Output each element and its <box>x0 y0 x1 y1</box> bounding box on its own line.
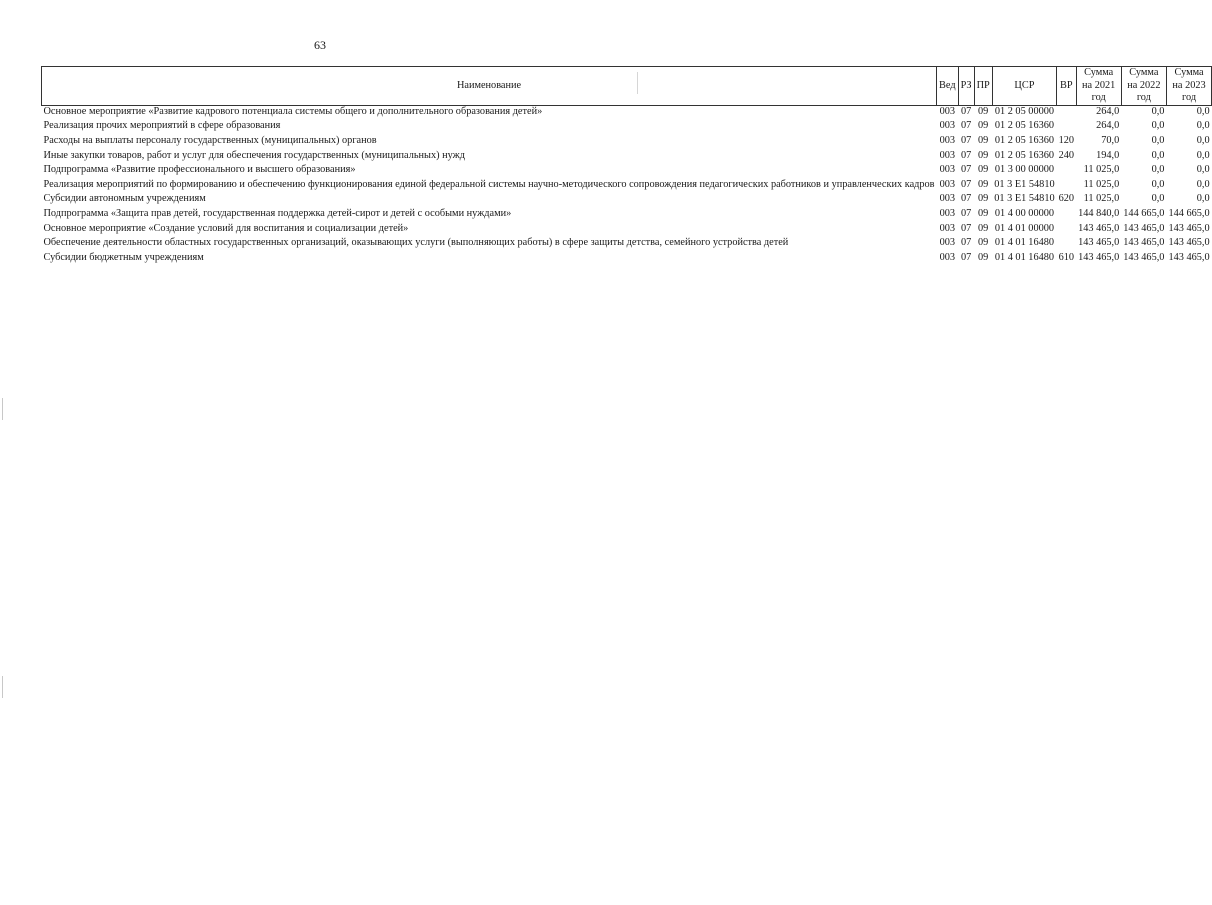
row-name: Расходы на выплаты персоналу государственных (муниципальных) органов <box>43 134 377 146</box>
row-sum-2023: 143 465,0 <box>1168 251 1210 263</box>
row-name: Субсидии автономным учреждениям <box>43 193 206 205</box>
row-pr: 09 <box>978 178 989 190</box>
row-rz: 07 <box>960 193 972 205</box>
row-pr: 09 <box>978 134 989 146</box>
row-csr: 01 3 E1 54810 <box>994 193 1055 205</box>
row-sum-2021: 143 465,0 <box>1078 237 1120 249</box>
row-sum-2022: 0,0 <box>1151 105 1165 117</box>
row-vr <box>1057 223 1076 236</box>
row-rz: 07 <box>960 222 972 234</box>
row-sum-2021: 264,0 <box>1096 120 1120 132</box>
row-sum-2022: 0,0 <box>1151 149 1165 161</box>
row-sum-2021: 143 465,0 <box>1078 222 1120 234</box>
row-rz: 07 <box>960 251 972 263</box>
header-rz: РЗ <box>958 67 974 106</box>
table-row <box>42 105 1212 118</box>
table-row <box>42 164 1212 177</box>
row-csr: 01 2 05 16360 <box>994 120 1055 132</box>
row-ved: 003 <box>939 149 956 161</box>
row-pr: 09 <box>978 120 989 132</box>
row-name: Реализация мероприятий по формированию и обеспечению функционирования единой федеральной системы научно-методического сопровождения педагогических работников и управленческих кадров <box>43 178 935 190</box>
row-ved: 003 <box>939 237 956 249</box>
row-sum-2022: 143 465,0 <box>1123 222 1165 234</box>
row-sum-2022: 144 665,0 <box>1123 207 1165 219</box>
row-vr: 620 <box>1058 193 1075 205</box>
row-ved: 003 <box>939 134 956 146</box>
row-sum-2023: 143 465,0 <box>1168 222 1210 234</box>
row-csr: 01 4 01 00000 <box>994 222 1055 234</box>
row-sum-2022: 0,0 <box>1151 134 1165 146</box>
row-name: Подпрограмма «Развитие профессионального и высшего образования» <box>43 164 356 176</box>
scan-margin-mark <box>637 72 638 94</box>
row-sum-2022: 143 465,0 <box>1123 251 1165 263</box>
row-name: Субсидии бюджетным учреждениям <box>43 251 204 263</box>
row-ved: 003 <box>939 222 956 234</box>
row-vr: 610 <box>1058 251 1075 263</box>
row-pr: 09 <box>978 149 989 161</box>
row-csr: 01 4 01 16480 <box>994 237 1055 249</box>
row-vr <box>1057 164 1076 177</box>
row-sum-2022: 0,0 <box>1151 120 1165 132</box>
row-sum-2022: 143 465,0 <box>1123 237 1165 249</box>
row-ved: 003 <box>939 251 956 263</box>
row-ved: 003 <box>939 193 956 205</box>
row-rz: 07 <box>960 178 972 190</box>
row-ved: 003 <box>939 207 956 219</box>
row-name: Подпрограмма «Защита прав детей, государственная поддержка детей-сирот и детей с особыми нуждами» <box>43 207 512 219</box>
row-name: Обеспечение деятельности областных государственных организаций, оказывающих услуги (выполняющих работы) в сфере защиты детства, семейного устройства детей <box>43 237 789 249</box>
row-sum-2021: 264,0 <box>1096 105 1120 117</box>
header-sum-2022: Сумма на 2022 год <box>1121 67 1166 106</box>
table-row <box>42 223 1212 236</box>
row-rz: 07 <box>960 134 972 146</box>
table-header <box>42 67 1212 106</box>
row-vr <box>1057 105 1076 118</box>
row-rz: 07 <box>960 237 972 249</box>
row-csr: 01 3 00 00000 <box>994 164 1055 176</box>
row-rz: 07 <box>960 149 972 161</box>
row-csr: 01 4 00 00000 <box>994 207 1055 219</box>
row-sum-2021: 194,0 <box>1096 149 1120 161</box>
header-ved: Вед <box>937 67 959 106</box>
row-spacer <box>42 264 1212 266</box>
row-sum-2022: 0,0 <box>1151 164 1165 176</box>
row-pr: 09 <box>978 193 989 205</box>
row-sum-2021: 70,0 <box>1101 134 1120 146</box>
row-pr: 09 <box>978 207 989 219</box>
row-name: Основное мероприятие «Развитие кадрового потенциала системы общего и дополнительного образования детей» <box>43 105 543 117</box>
row-sum-2023: 0,0 <box>1196 105 1210 117</box>
row-name: Иные закупки товаров, работ и услуг для обеспечения государственных (муниципальных) нужд <box>43 149 466 161</box>
row-vr: 120 <box>1058 134 1075 146</box>
row-ved: 003 <box>939 178 956 190</box>
row-pr: 09 <box>978 222 989 234</box>
row-rz: 07 <box>960 164 972 176</box>
scan-margin-mark <box>2 398 3 420</box>
row-vr <box>1057 237 1076 250</box>
header-csr: ЦСР <box>992 67 1056 106</box>
row-spacer-cell <box>42 264 1212 266</box>
table-row <box>42 208 1212 221</box>
page-number: 63 <box>314 38 326 52</box>
row-ved: 003 <box>939 120 956 132</box>
table-row <box>42 237 1212 250</box>
table-row <box>42 179 1212 192</box>
table-body <box>42 105 1212 266</box>
header-sum-2021: Сумма на 2021 год <box>1076 67 1121 106</box>
row-sum-2022: 0,0 <box>1151 178 1165 190</box>
row-rz: 07 <box>960 207 972 219</box>
row-sum-2021: 11 025,0 <box>1083 193 1120 205</box>
row-sum-2021: 143 465,0 <box>1078 251 1120 263</box>
row-csr: 01 4 01 16480 <box>994 251 1055 263</box>
row-pr: 09 <box>978 251 989 263</box>
row-sum-2023: 0,0 <box>1196 120 1210 132</box>
row-pr: 09 <box>978 105 989 117</box>
row-rz: 07 <box>960 105 972 117</box>
row-csr: 01 2 05 00000 <box>994 105 1055 117</box>
table-row <box>42 120 1212 133</box>
scan-margin-mark <box>2 676 3 698</box>
row-sum-2021: 11 025,0 <box>1083 164 1120 176</box>
row-vr: 240 <box>1058 149 1075 161</box>
row-csr: 01 2 05 16360 <box>994 134 1055 146</box>
row-sum-2023: 0,0 <box>1196 193 1210 205</box>
row-sum-2023: 143 465,0 <box>1168 237 1210 249</box>
row-sum-2023: 0,0 <box>1196 134 1210 146</box>
row-sum-2023: 144 665,0 <box>1168 207 1210 219</box>
row-sum-2021: 11 025,0 <box>1083 178 1120 190</box>
header-vr: ВР <box>1057 67 1076 106</box>
table-row <box>42 252 1212 265</box>
row-sum-2021: 144 840,0 <box>1078 207 1120 219</box>
row-sum-2022: 0,0 <box>1151 193 1165 205</box>
row-vr <box>1057 120 1076 133</box>
row-pr: 09 <box>978 237 989 249</box>
row-name: Основное мероприятие «Создание условий для воспитания и социализации детей» <box>43 222 409 234</box>
row-vr <box>1057 179 1076 192</box>
row-sum-2023: 0,0 <box>1196 178 1210 190</box>
table-row <box>42 135 1212 148</box>
row-rz: 07 <box>960 120 972 132</box>
row-ved: 003 <box>939 105 956 117</box>
row-ved: 003 <box>939 164 956 176</box>
row-sum-2023: 0,0 <box>1196 149 1210 161</box>
row-sum-2023: 0,0 <box>1196 164 1210 176</box>
table-row <box>42 150 1212 163</box>
table-row <box>42 193 1212 206</box>
row-pr: 09 <box>978 164 989 176</box>
row-vr <box>1057 208 1076 221</box>
budget-table <box>41 66 1212 266</box>
header-sum-2023: Сумма на 2023 год <box>1166 67 1211 106</box>
header-pr: ПР <box>974 67 992 106</box>
header-name: Наименование <box>42 67 937 106</box>
row-csr: 01 2 05 16360 <box>994 149 1055 161</box>
row-name: Реализация прочих мероприятий в сфере образования <box>43 120 281 132</box>
row-csr: 01 3 E1 54810 <box>994 178 1055 190</box>
